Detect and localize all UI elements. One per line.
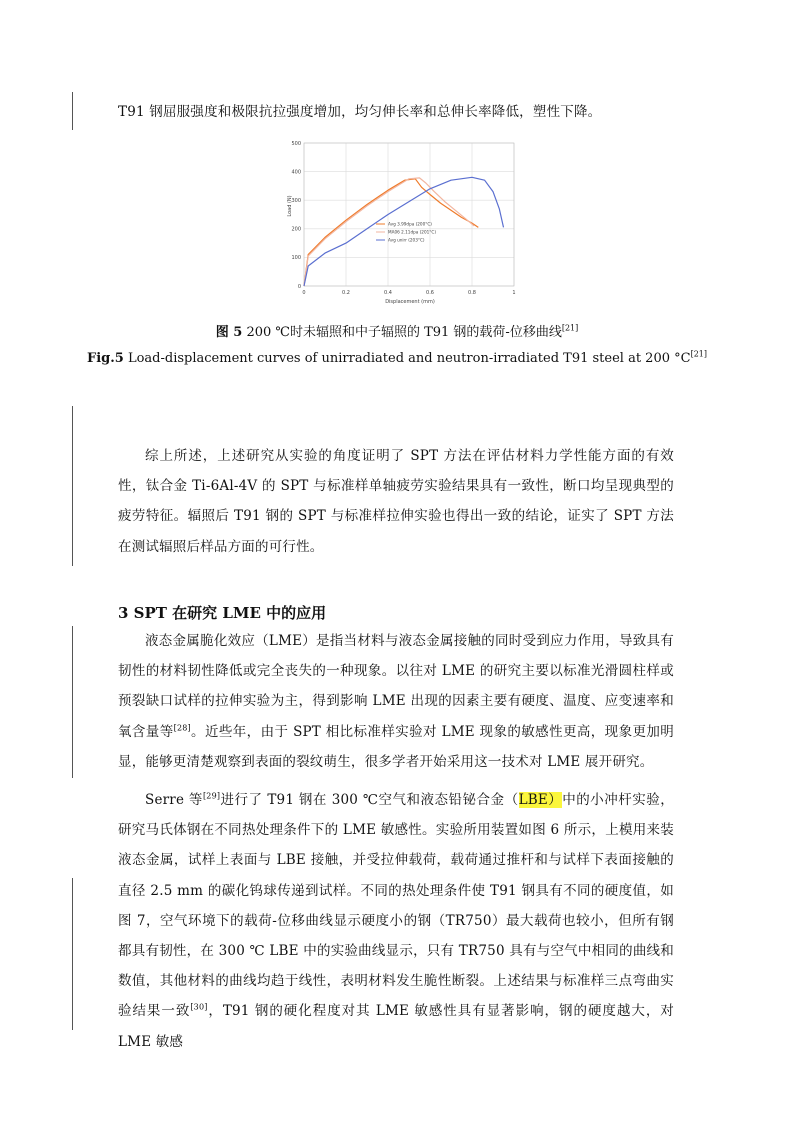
para3-text-a: Serre 等 xyxy=(145,792,203,808)
x-tick-label: 1 xyxy=(512,290,516,296)
chart-legend xyxy=(376,222,436,243)
para3-text-d: ，T91 钢的硬化程度对其 LME 敏感性具有显著影响，钢的硬度越大，对 LME 敏感 xyxy=(118,1003,674,1050)
para2-text-b: 。近些年，由于 SPT 相比标准样实验对 LME 现象的敏感性更高，现象更加明显，能够更清楚观察到表面的裂纹萌生，很多学者开始采用这一技术对 LME 展开研究。 xyxy=(118,723,674,770)
section-heading: 3 SPT 在研究 LME 中的应用 xyxy=(118,604,327,622)
change-bar xyxy=(72,878,73,1030)
y-tick-label: 500 xyxy=(291,140,301,147)
highlighted-lbe: LBE） xyxy=(518,792,563,808)
y-tick-label: 100 xyxy=(291,255,301,262)
caption-en-ref: [21] xyxy=(690,349,707,359)
para3-text-b: 进行了 T91 钢在 300 ℃空气和液态铅铋合金（ xyxy=(220,792,519,808)
legend-label: MA06 2.11dpa (201°C) xyxy=(388,229,436,235)
figure-caption-en xyxy=(0,351,794,366)
citation-28: [28] xyxy=(173,723,191,733)
citation-29: [29] xyxy=(202,791,221,801)
chart-grid xyxy=(304,143,514,286)
y-tick-label: 400 xyxy=(291,169,301,176)
serre-paragraph xyxy=(118,785,674,1057)
para2-text-a: 液态金属脆化效应（LME）是指当材料与液态金属接触的同时受到应力作用，导致具有韧性的材料韧性降低或完全丧失的一种现象。以往对 LME 的研究主要以标准光滑圆柱样或预裂缺口试样的拉伸实验为主，得到影响 LME 出现的因素主要有硬度、温度、应变速率和氧含量等 xyxy=(118,633,674,740)
y-tick-label: 300 xyxy=(291,198,301,204)
caption-cn-label: 图 5 xyxy=(215,325,243,340)
y-axis-label: Load (N) xyxy=(287,195,293,217)
legend-label: Avg unirr (203°C) xyxy=(388,237,425,243)
y-tick-label: 200 xyxy=(291,226,301,233)
y-tick-label: 0 xyxy=(297,283,301,290)
x-axis-label: Displacement (mm) xyxy=(385,299,435,305)
legend-label: Avg 3.99dpa (200°C) xyxy=(388,221,432,227)
citation-30: [30] xyxy=(190,1002,208,1012)
figure-caption-cn xyxy=(0,321,794,340)
change-bar xyxy=(72,92,73,130)
caption-cn-ref: [21] xyxy=(561,323,579,333)
plot-frame xyxy=(304,143,514,286)
x-tick-label: 0.4 xyxy=(384,290,392,296)
chart-axes xyxy=(291,141,515,296)
change-bar xyxy=(72,626,73,778)
x-tick-label: 0.2 xyxy=(342,290,350,296)
summary-paragraph: 综上所述，上述研究从实验的角度证明了 SPT 方法在评估材料力学性能方面的有效性，钛合金 Ti-6Al-4V 的 SPT 与标准样单轴疲劳实验结果具有一致性，断口均呈现典型的疲劳特征。辐照后 T91 钢的 SPT 与标准样拉伸实验也得出一致的结论，证实了 SPT 方法在测试辐照后样品方面的可行性。 xyxy=(118,448,674,555)
caption-en-text: Load-displacement curves of unirradiated and neutron-irradiated T91 steel at 200 °C xyxy=(123,351,691,366)
x-tick-label: 0 xyxy=(302,290,306,296)
x-tick-label: 0.6 xyxy=(426,290,434,296)
top-text-line: T91 钢屈服强度和极限抗拉强度增加，均匀伸长率和总伸长率降低，塑性下降。 xyxy=(118,104,602,120)
load-displacement-chart xyxy=(282,136,522,306)
lme-intro-paragraph xyxy=(118,626,674,777)
caption-cn-text: 200 ℃时未辐照和中子辐照的 T91 钢的载荷-位移曲线 xyxy=(242,325,562,340)
x-tick-label: 0.8 xyxy=(468,290,476,296)
para3-text-c: 中的小冲杆实验，研究马氏体钢在不同热处理条件下的 LME 敏感性。实验所用装置如图 6 所示，上模用来装液态金属，试样上表面与 LBE 接触，并受拉伸载荷，载荷通过推杆和与试样下表面接触的直径 2.5 mm 的碳化钨球传递到试样。不同的热处理条件使 T91 钢具有不同的硬度值，如图 7，空气环境下的载荷-位移曲线显示硬度小的钢（TR750）最大载荷也较小，但所有钢都具有韧性，在 300 ℃ LBE 中的实验曲线显示，只有 TR750 具有与空气中相同的曲线和数值，其他材料的曲线均趋于线性，表明材料发生脆性断裂。上述结果与标准样三点弯曲实验结果一致 xyxy=(118,792,675,1020)
caption-en-label: Fig.5 xyxy=(87,351,124,366)
change-bar xyxy=(72,406,73,566)
